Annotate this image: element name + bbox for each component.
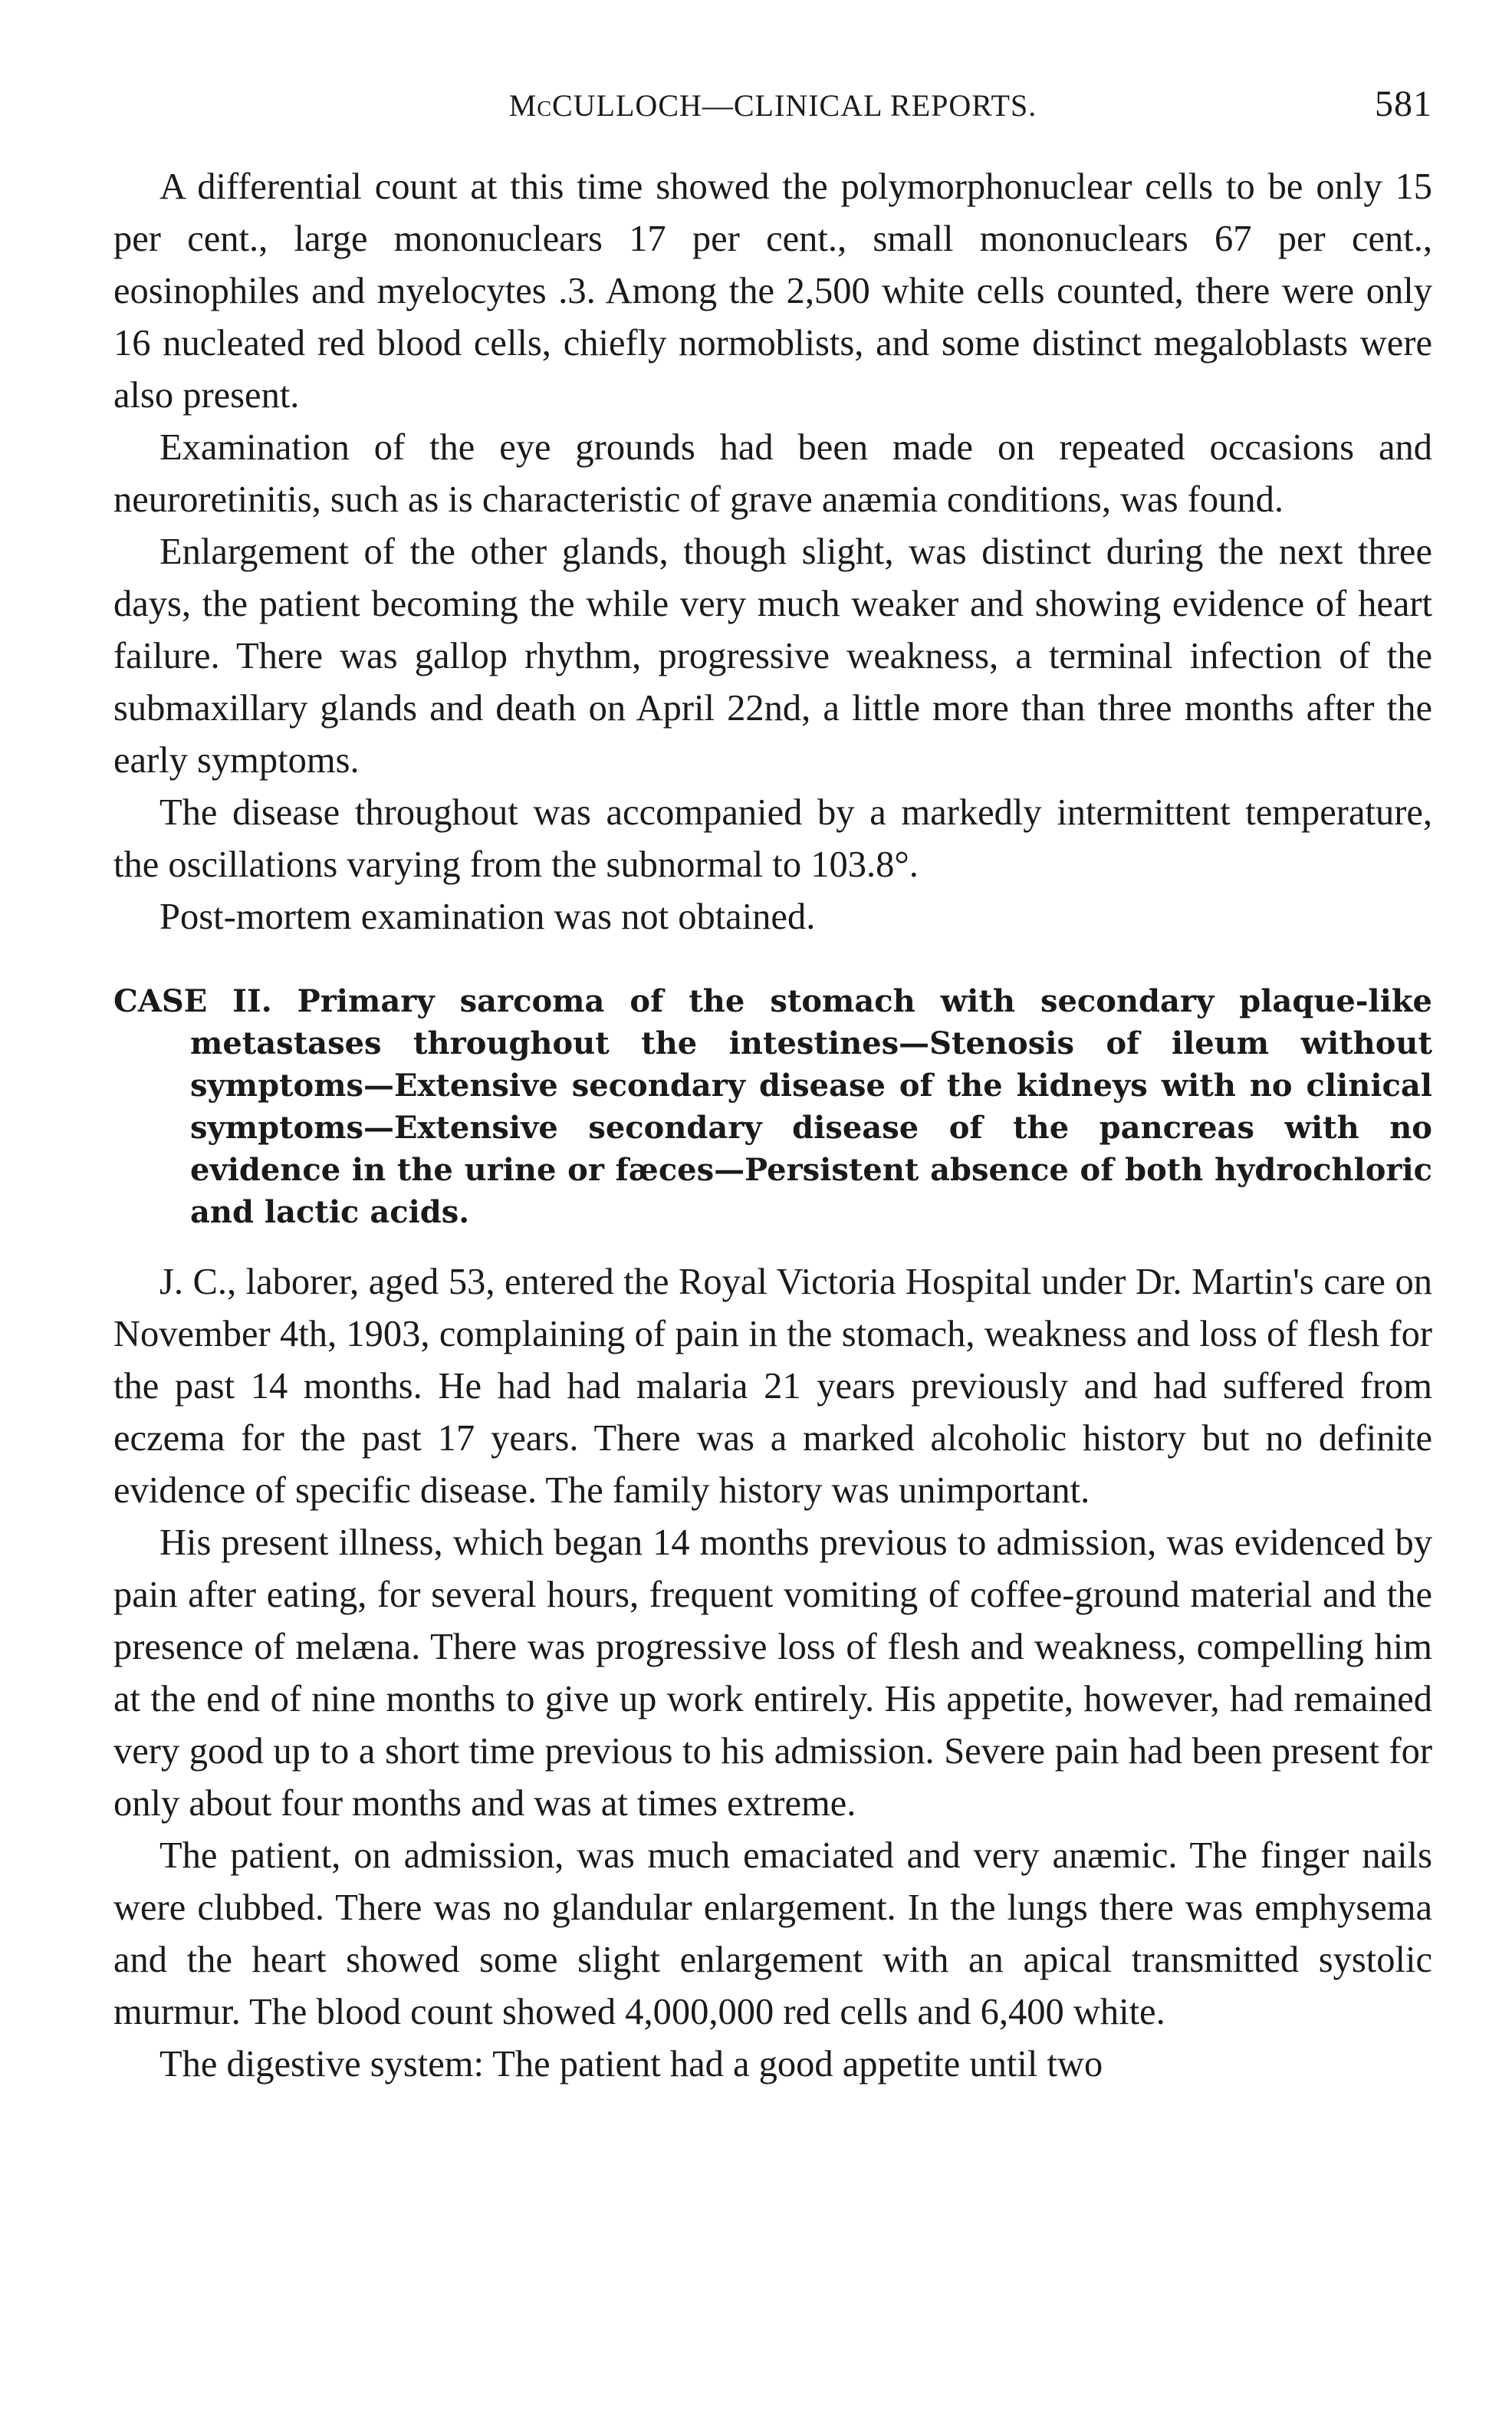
paragraph: Post-mortem examination was not obtained. bbox=[159, 897, 816, 937]
paragraph: The digestive system: The patient had a good appetite until two bbox=[159, 2044, 1103, 2085]
case-label: CASE II. bbox=[113, 983, 272, 1019]
paragraph: J. C., laborer, aged 53, entered the Royal Victoria Hospital under Dr. Martin's care on November 4th, 1903, complaining of pain in the stomach, weakness and loss of flesh for the past 14 months. He had had malaria 21 years previously and had suffered from eczema for the past 17 years. There was a marked alcoholic history but no definite evidence of specific disease. The family history was unimportant. bbox=[113, 1262, 1432, 1511]
paragraph: Enlargement of the other glands, though slight, was distinct during the next three days, the patient becoming the while very much weaker and showing evidence of heart failure. There was gallop rhythm, progressive weakness, a terminal infection of the submaxillary glands and death on April 22nd, a little more than three months after the early symptoms. bbox=[113, 531, 1432, 781]
running-title: McCULLOCH—CLINICAL REPORTS. bbox=[508, 88, 1037, 123]
document-page bbox=[113, 77, 1432, 2091]
paragraph: Examination of the eye grounds had been made on repeated occasions and neuroretinitis, such as is characteristic of grave anæmia conditions, was found. bbox=[113, 427, 1432, 520]
running-header bbox=[113, 77, 1432, 138]
case-heading bbox=[113, 980, 1432, 1233]
paragraph: A differential count at this time showed the polymorphonuclear cells to be only 15 per cent., large mononuclears 17 per cent., small mononuclears 67 per cent., eosinophiles and myelocytes .3. Among the 2,500 white cells counted, there were only 16 nucleated red blood cells, chiefly normoblists, and some distinct megaloblasts were also present. bbox=[113, 166, 1432, 416]
page-number: 581 bbox=[1375, 84, 1432, 124]
case-title: Primary sarcoma of the stomach with secondary plaque-like metastases throughout the intestines—Stenosis of ileum without symptoms—Extensive secondary disease of the kidneys with no clinical symptoms—Extensive secondary disease of the pancreas with no evidence in the urine or fæces—Persistent absence of both hydrochloric and lactic acids. bbox=[190, 983, 1432, 1230]
paragraph: The disease throughout was accompanied by a markedly intermittent temperature, the oscillations varying from the subnormal to 103.8°. bbox=[113, 792, 1432, 885]
paragraph: The patient, on admission, was much emaciated and very anæmic. The finger nails were clubbed. There was no glandular enlargement. In the lungs there was emphysema and the heart showed some slight enlargement with an apical transmitted systolic murmur. The blood count showed 4,000,000 red cells and 6,400 white. bbox=[113, 1835, 1432, 2032]
paragraph: His present illness, which began 14 months previous to admission, was evidenced by pain after eating, for several hours, frequent vomiting of coffee-ground material and the presence of melæna. There was progressive loss of flesh and weakness, compelling him at the end of nine months to give up work entirely. His appetite, however, had remained very good up to a short time previous to his admission. Severe pain had been present for only about four months and was at times extreme. bbox=[113, 1522, 1432, 1824]
